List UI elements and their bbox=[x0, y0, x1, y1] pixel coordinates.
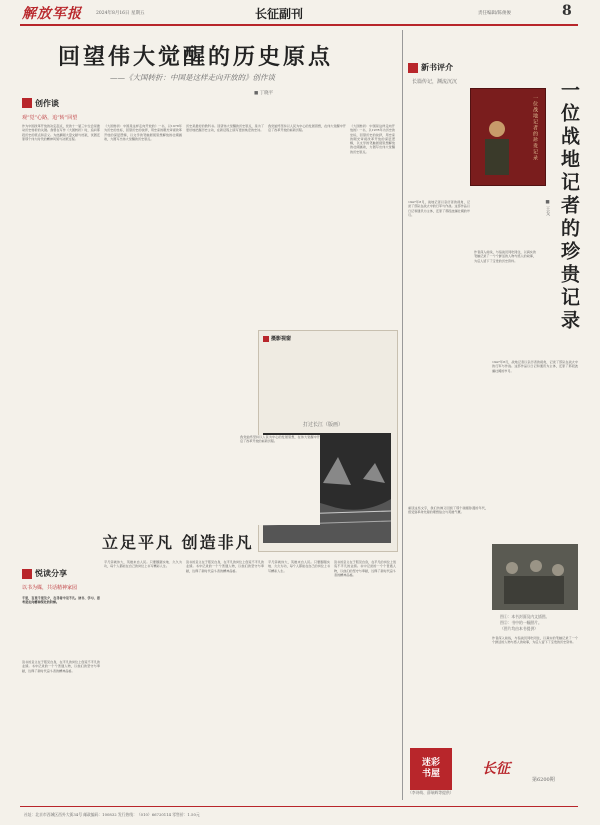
book-caption-3: （图片均由本书提供） bbox=[500, 626, 538, 631]
lead-body-col-3: 历史是最好的教科书。回望伟大觉醒的历史原点，是为了更好地把握历史主动，在新征程上续写更加恢宏的史诗。 bbox=[186, 124, 264, 133]
tag-marker bbox=[22, 98, 32, 108]
creation-talk-tag bbox=[22, 96, 64, 110]
page-number: 8 bbox=[562, 3, 572, 19]
reading-intro: 以书为媒，共话精神家园 bbox=[22, 585, 78, 591]
reading-headline: 立足平凡 创造非凡 bbox=[102, 533, 254, 552]
section-title: 长征副刊 bbox=[255, 7, 304, 21]
new-book-tag-marker bbox=[408, 63, 418, 73]
photo-tag-marker bbox=[263, 336, 269, 342]
new-book-credit: （李诗萌、薛瑞辉等提供） bbox=[408, 790, 454, 795]
column-divider bbox=[402, 30, 403, 800]
new-book-body-col-2: 作者深入前线，与指战员同吃同住，以真实的笔触记录了一个个鲜活的人物与感人的故事，为后人留下了宝贵的历史资料。 bbox=[474, 250, 536, 263]
photo-tag-label: 摄影视窗 bbox=[271, 336, 292, 342]
date-line: 2024年8月16日 星期五 bbox=[96, 11, 145, 16]
masthead-rule bbox=[20, 24, 578, 26]
reading-quote: 千里，百里千里及夕，在寻常中见不凡。读书、学习、思考是走向精神深处的阶梯。 bbox=[22, 596, 100, 605]
reading-body-col-3: 读书的意义在于照见自身，在平凡的岗位上创造不平凡的业绩。书中记录的一个个普通人物，以他们的坚守与奉献，诠释了新时代奋斗者的精神品格。 bbox=[186, 560, 264, 573]
new-book-body-col-3: 重读这些文字，我们仿佛又回到了那个硝烟弥漫的年代，感受到革命先辈的理想信念与英雄气概。 bbox=[408, 506, 488, 515]
new-book-subtitle: 长篇传记，渊流沉沉 bbox=[412, 79, 458, 85]
book-illustration bbox=[492, 544, 578, 610]
lead-body-col-5: 《大国转折：中国是这样走向开放的》一书，以1978年为历史的坐标，回望历史的抉择，用史家的眼光审视改革开放的深层逻辑，以文学的笔触展现思想解放的壮阔画卷，力图写出伟大觉醒的历史原点。 bbox=[350, 124, 395, 154]
book-caption-1: 图①：本书封面及内文插图。 bbox=[500, 614, 550, 619]
editor-line: 责任编辑/陈俊俊 bbox=[478, 11, 512, 16]
photo-caption-text: 我党始终坚持以人民为中心的发展思想，在伟大觉醒中开启了改革开放的崭新历程。 bbox=[240, 435, 320, 444]
footer-rule bbox=[20, 806, 578, 807]
reading-tag-marker bbox=[22, 569, 32, 579]
lead-subheadline: ——《大国转折：中国是这样走向开放的》创作谈 bbox=[110, 73, 275, 82]
new-book-byline: ■ 王戈 bbox=[545, 200, 550, 216]
photo-title: 打过长江（版画） bbox=[303, 422, 344, 428]
lead-body-col-2: 《大国转折：中国是这样走向开放的》一书，以1978年为历史的坐标，回望历史的抉择，用史家的眼光审视改革开放的深层逻辑，以文学的笔触展现思想解放的壮阔画卷，力图写出伟大觉醒的历史原点。 bbox=[104, 124, 182, 141]
new-book-tag-label: 新书评介 bbox=[421, 62, 453, 72]
masthead bbox=[0, 0, 600, 26]
lead-headline: 回望伟大觉醒的历史原点 bbox=[58, 44, 334, 70]
camo-bookroom-badge bbox=[410, 748, 452, 790]
illustration-figures bbox=[492, 544, 578, 610]
new-book-tag bbox=[408, 62, 453, 73]
lead-byline: ■ 丁晓平 bbox=[254, 91, 274, 96]
photo-caption-box bbox=[240, 435, 320, 525]
changzheng-signature: 长征 bbox=[482, 761, 510, 777]
lead-intro: 观“觉”心路，追“转”回望 bbox=[22, 115, 78, 121]
book-cover-figure bbox=[477, 117, 517, 177]
new-book-body-col-5: 作者深入前线，与指战员同吃同住，以真实的笔触记录了一个个鲜活的人物与感人的故事，为后人留下了宝贵的历史资料。 bbox=[492, 636, 578, 645]
book-caption-2: 图②：书中的一幅照片。 bbox=[500, 620, 542, 625]
new-book-headline: 一位战地记者的珍贵记录 bbox=[558, 80, 580, 333]
issue-number: 第6200期 bbox=[532, 777, 555, 783]
badge-line-2: 书屋 bbox=[421, 769, 440, 779]
reading-body-col-5: 读书的意义在于照见自身，在平凡的岗位上创造不平凡的业绩。书中记录的一个个普通人物，以他们的坚守与奉献，诠释了新时代奋斗者的精神品格。 bbox=[334, 560, 396, 577]
creation-talk-label: 创作谈 bbox=[35, 97, 59, 108]
reading-body-col-4: 平凡铸就伟大，英雄来自人民。只要脚踏实地、久久为功，每个人都能在自己的岗位上书写精彩人生。 bbox=[268, 560, 330, 573]
book-cover-title: 一位战地记者的珍贵记录 bbox=[532, 95, 538, 161]
footer-text: 社址：北京市西城区西外大街34号 邮政编码：100832 发行热线：（010）66720114 零售价：1.50元 bbox=[24, 812, 200, 817]
reading-body-col-1: 读书的意义在于照见自身，在平凡的岗位上创造不平凡的业绩。书中记录的一个个普通人物，以他们的坚守与奉献，诠释了新时代奋斗者的精神品格。 bbox=[22, 660, 100, 673]
paper-name: 解放军报 bbox=[22, 6, 82, 22]
new-book-body-col-4: 1947年8月，战地记者以亲历者的视角，记录了部队在战火中的行军与作战。这部作品以日记和通讯为主体，还原了那段波澜壮阔的岁月。 bbox=[492, 360, 578, 373]
reading-body-col-2: 平凡铸就伟大，英雄来自人民。只要脚踏实地、久久为功，每个人都能在自己的岗位上书写精彩人生。 bbox=[104, 560, 182, 569]
lead-body-col-4: 我党始终坚持以人民为中心的发展思想，在伟大觉醒中开启了改革开放的崭新历程。 bbox=[268, 124, 346, 133]
reading-tag-label: 悦读分享 bbox=[35, 568, 67, 578]
photo-tag bbox=[263, 335, 291, 342]
lead-body-col-1: 作为中国改革开放的决定起点，党的十一届三中全会是推动历史转折的关键。我曾在写作《大国转折》时，追问那段历史的原点和意义。为此翻阅大量文献与档案，试图还原那个伟大时代的精神风貌与决策过程。 bbox=[22, 124, 100, 141]
reading-tag bbox=[22, 568, 67, 579]
new-book-body-col-1: 1947年8月，战地记者以亲历者的视角，记录了部队在战火中的行军与作战。这部作品以日记和通讯为主体，还原了那段波澜壮阔的岁月。 bbox=[408, 200, 470, 217]
book-cover bbox=[470, 88, 546, 186]
badge-line-1: 迷彩 bbox=[421, 758, 440, 768]
